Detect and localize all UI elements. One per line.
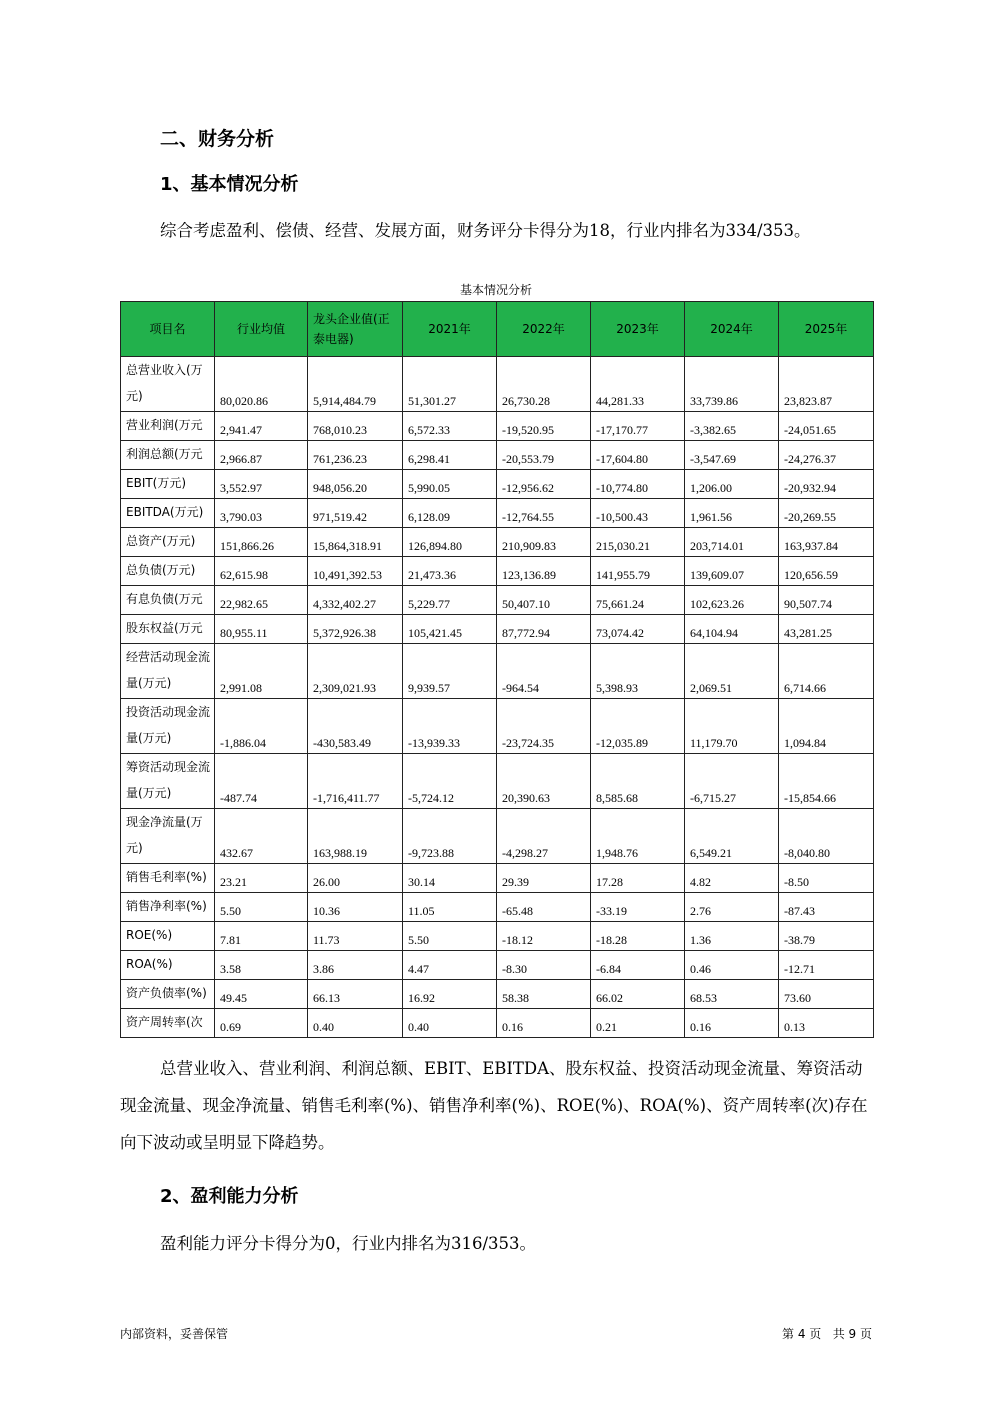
value-cell: -24,051.65 [779,412,874,441]
value-cell: 5,229.77 [403,586,497,615]
value-cell: -5,724.12 [403,754,497,809]
value-cell: 21,473.36 [403,557,497,586]
header-cell: 项目名 [121,302,215,357]
value-cell: 1,094.84 [779,699,874,754]
row-label: 筹资活动现金流量(万元) [121,754,215,809]
value-cell: 3,552.97 [215,470,308,499]
row-label: 销售毛利率(%) [121,864,215,893]
value-cell: 2.76 [685,893,779,922]
value-cell: 4.82 [685,864,779,893]
row-label: 销售净利率(%) [121,893,215,922]
value-cell: 0.16 [685,1009,779,1038]
value-cell: 64,104.94 [685,615,779,644]
value-cell: -12,764.55 [497,499,591,528]
value-cell: 948,056.20 [308,470,403,499]
value-cell: 51,301.27 [403,357,497,412]
value-cell: -15,854.66 [779,754,874,809]
value-cell: 0.13 [779,1009,874,1038]
value-cell: 126,894.80 [403,528,497,557]
row-label: 营业利润(万元 [121,412,215,441]
value-cell: 1.36 [685,922,779,951]
table-row [121,893,874,922]
value-cell: 6,128.09 [403,499,497,528]
value-cell: 6,549.21 [685,809,779,864]
value-cell: 6,572.33 [403,412,497,441]
value-cell: 50,407.10 [497,586,591,615]
value-cell: -19,520.95 [497,412,591,441]
value-cell: 26,730.28 [497,357,591,412]
value-cell: -13,939.33 [403,699,497,754]
header-cell: 2023年 [591,302,685,357]
value-cell: -10,500.43 [591,499,685,528]
section-title: 二、财务分析 [160,128,275,150]
value-cell: 105,421.45 [403,615,497,644]
value-cell: 120,656.59 [779,557,874,586]
value-cell: 2,966.87 [215,441,308,470]
table-row [121,412,874,441]
value-cell: 4.47 [403,951,497,980]
value-cell: 7.81 [215,922,308,951]
row-label: 有息负债(万元 [121,586,215,615]
value-cell: 203,714.01 [685,528,779,557]
value-cell: -3,547.69 [685,441,779,470]
value-cell: 139,609.07 [685,557,779,586]
value-cell: -9,723.88 [403,809,497,864]
value-cell: -17,170.77 [591,412,685,441]
value-cell: 29.39 [497,864,591,893]
value-cell: -12.71 [779,951,874,980]
value-cell: -18.12 [497,922,591,951]
value-cell: -8.50 [779,864,874,893]
value-cell: 5,372,926.38 [308,615,403,644]
value-cell: -17,604.80 [591,441,685,470]
row-label: 现金净流量(万元) [121,809,215,864]
value-cell: 90,507.74 [779,586,874,615]
value-cell: -4,298.27 [497,809,591,864]
value-cell: 30.14 [403,864,497,893]
row-label: 总资产(万元) [121,528,215,557]
table-row [121,586,874,615]
row-label: 利润总额(万元 [121,441,215,470]
value-cell: 15,864,318.91 [308,528,403,557]
value-cell: -3,382.65 [685,412,779,441]
value-cell: -12,035.89 [591,699,685,754]
value-cell: 80,955.11 [215,615,308,644]
value-cell: 87,772.94 [497,615,591,644]
value-cell: 163,937.84 [779,528,874,557]
footer-left: 内部资料，妥善保管 [120,1327,229,1341]
value-cell: 761,236.23 [308,441,403,470]
value-cell: -8,040.80 [779,809,874,864]
value-cell: 5,398.93 [591,644,685,699]
row-label: 股东权益(万元 [121,615,215,644]
financial-table [120,301,874,1038]
value-cell: -6.84 [591,951,685,980]
table-body [121,357,874,1038]
header-cell: 龙头企业值(正泰电器) [308,302,403,357]
table-row [121,809,874,864]
table-row [121,864,874,893]
value-cell: 5,914,484.79 [308,357,403,412]
value-cell: -20,553.79 [497,441,591,470]
value-cell: 5.50 [403,922,497,951]
value-cell: 49.45 [215,980,308,1009]
value-cell: 4,332,402.27 [308,586,403,615]
value-cell: 23.21 [215,864,308,893]
header-cell: 2022年 [497,302,591,357]
header-cell: 2021年 [403,302,497,357]
value-cell: -430,583.49 [308,699,403,754]
header-cell: 2025年 [779,302,874,357]
value-cell: 44,281.33 [591,357,685,412]
value-cell: -1,886.04 [215,699,308,754]
value-cell: 163,988.19 [308,809,403,864]
row-label: EBITDA(万元) [121,499,215,528]
table-caption: 基本情况分析 [459,283,532,297]
value-cell: -20,932.94 [779,470,874,499]
value-cell: 123,136.89 [497,557,591,586]
value-cell: 768,010.23 [308,412,403,441]
value-cell: 215,030.21 [591,528,685,557]
value-cell: -964.54 [497,644,591,699]
value-cell: 11.73 [308,922,403,951]
value-cell: 432.67 [215,809,308,864]
subsection-title-profit: 2、盈利能力分析 [160,1186,299,1207]
row-label: 资产周转率(次 [121,1009,215,1038]
value-cell: -8.30 [497,951,591,980]
table-row [121,499,874,528]
value-cell: 3.58 [215,951,308,980]
value-cell: 26.00 [308,864,403,893]
value-cell: 43,281.25 [779,615,874,644]
value-cell: 58.38 [497,980,591,1009]
intro-paragraph: 综合考虑盈利、偿债、经营、发展方面，财务评分卡得分为18，行业内排名为334/353。 [160,221,811,240]
row-label: 经营活动现金流量(万元) [121,644,215,699]
table-row [121,357,874,412]
value-cell: -10,774.80 [591,470,685,499]
table-row [121,699,874,754]
table-row [121,922,874,951]
value-cell: 33,739.86 [685,357,779,412]
row-label: 总营业收入(万元) [121,357,215,412]
value-cell: 68.53 [685,980,779,1009]
value-cell: 0.16 [497,1009,591,1038]
value-cell: 1,206.00 [685,470,779,499]
value-cell: 66.02 [591,980,685,1009]
value-cell: 17.28 [591,864,685,893]
header-cell: 2024年 [685,302,779,357]
value-cell: 10.36 [308,893,403,922]
value-cell: 6,714.66 [779,644,874,699]
table-row [121,528,874,557]
value-cell: -20,269.55 [779,499,874,528]
table-header-row [121,302,874,357]
row-label: ROA(%) [121,951,215,980]
value-cell: 2,941.47 [215,412,308,441]
value-cell: 0.40 [403,1009,497,1038]
value-cell: 23,823.87 [779,357,874,412]
value-cell: 2,309,021.93 [308,644,403,699]
value-cell: 73.60 [779,980,874,1009]
table-row [121,615,874,644]
value-cell: 5,990.05 [403,470,497,499]
value-cell: 11,179.70 [685,699,779,754]
value-cell: 10,491,392.53 [308,557,403,586]
value-cell: 11.05 [403,893,497,922]
row-label: 投资活动现金流量(万元) [121,699,215,754]
value-cell: 0.21 [591,1009,685,1038]
value-cell: 2,991.08 [215,644,308,699]
table-row [121,644,874,699]
value-cell: 3,790.03 [215,499,308,528]
value-cell: 0.69 [215,1009,308,1038]
value-cell: -33.19 [591,893,685,922]
value-cell: 2,069.51 [685,644,779,699]
value-cell: 22,982.65 [215,586,308,615]
value-cell: 141,955.79 [591,557,685,586]
value-cell: 16.92 [403,980,497,1009]
value-cell: 80,020.86 [215,357,308,412]
row-label: ROE(%) [121,922,215,951]
value-cell: 102,623.26 [685,586,779,615]
value-cell: 151,866.26 [215,528,308,557]
value-cell: -38.79 [779,922,874,951]
footer-page-number: 第 4 页 共 9 页 [782,1327,872,1341]
value-cell: -65.48 [497,893,591,922]
table-row [121,441,874,470]
value-cell: 1,948.76 [591,809,685,864]
value-cell: 73,074.42 [591,615,685,644]
table-row [121,754,874,809]
value-cell: 66.13 [308,980,403,1009]
profit-paragraph: 盈利能力评分卡得分为0，行业内排名为316/353。 [160,1234,537,1253]
value-cell: 1,961.56 [685,499,779,528]
row-label: EBIT(万元) [121,470,215,499]
value-cell: 5.50 [215,893,308,922]
value-cell: -1,716,411.77 [308,754,403,809]
value-cell: 62,615.98 [215,557,308,586]
value-cell: -12,956.62 [497,470,591,499]
value-cell: 20,390.63 [497,754,591,809]
table-row [121,1009,874,1038]
table-row [121,470,874,499]
value-cell: 3.86 [308,951,403,980]
value-cell: 0.46 [685,951,779,980]
value-cell: 8,585.68 [591,754,685,809]
value-cell: -87.43 [779,893,874,922]
trend-paragraph: 总营业收入、营业利润、利润总额、EBIT、EBITDA、股东权益、投资活动现金流量、筹资活动现金流量、现金净流量、销售毛利率(%)、销售净利率(%)、ROE(%)、ROA(%)、资产周转率(次)存在向下波动或呈明显下降趋势。 [120,1059,868,1152]
table-row [121,980,874,1009]
value-cell: -18.28 [591,922,685,951]
subsection-title-basic: 1、基本情况分析 [160,174,299,195]
row-label: 资产负债率(%) [121,980,215,1009]
row-label: 总负债(万元) [121,557,215,586]
header-cell: 行业均值 [215,302,308,357]
table-row [121,951,874,980]
value-cell: 9,939.57 [403,644,497,699]
value-cell: -487.74 [215,754,308,809]
value-cell: -6,715.27 [685,754,779,809]
value-cell: 210,909.83 [497,528,591,557]
value-cell: 971,519.42 [308,499,403,528]
value-cell: -24,276.37 [779,441,874,470]
value-cell: 6,298.41 [403,441,497,470]
table-row [121,557,874,586]
value-cell: 0.40 [308,1009,403,1038]
value-cell: 75,661.24 [591,586,685,615]
value-cell: -23,724.35 [497,699,591,754]
